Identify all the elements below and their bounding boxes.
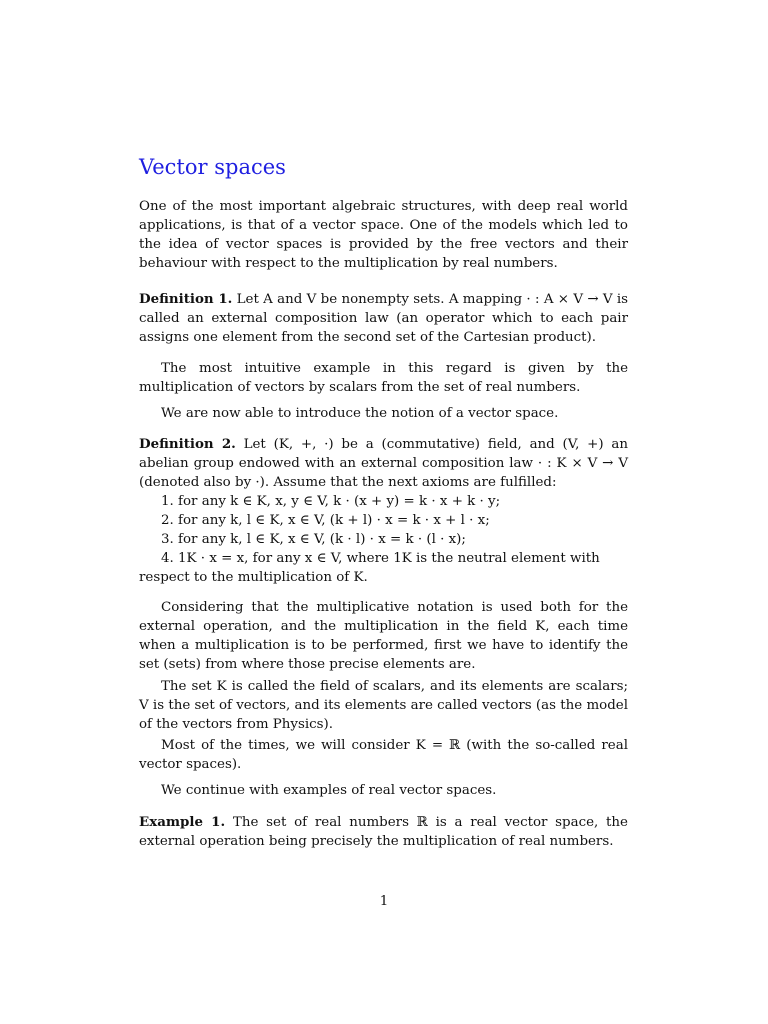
page-number: 1 — [379, 894, 389, 909]
example-1 — [139, 813, 628, 851]
axiom-item: 4. 1K · x = x, for any x ∈ V, where 1K is the neutral element with respect to the multiplication of K. — [139, 551, 600, 585]
definition-2 — [139, 435, 628, 587]
definition-2-text: Let (K, +, ·) be a (commutative) field, and (V, +) an abelian group endowed with an external composition law · : K × V → V (denoted also by ·). Assume that the next axioms are fulfilled: — [139, 437, 628, 490]
paragraph-considering: Considering that the multiplicative notation is used both for the external operation, and the multiplication in the field K, each time when a multiplication is to be performed, first we have to identify the set (sets) from where those precise elements are. — [139, 600, 628, 672]
example-1-text: The set of real numbers ℝ is a real vector space, the external operation being precisely the multiplication of real numbers. — [139, 815, 628, 849]
intro-paragraph: One of the most important algebraic structures, with deep real world applications, is that of a vector space. One of the models which led to the idea of vector spaces is provided by the free vectors and their behaviour with respect to the multiplication by real numbers. — [139, 199, 628, 271]
definition-2-label: Definition 2. — [139, 436, 236, 452]
axiom-item: 2. for any k, l ∈ K, x ∈ V, (k + l) · x = k · x + l · x; — [161, 513, 490, 528]
paragraph-set-k: The set K is called the field of scalars, and its elements are scalars; V is the set of vectors, and its elements are called vectors (as the model of the vectors from Physics). — [139, 679, 628, 732]
axiom-item: 1. for any k ∈ K, x, y ∈ V, k · (x + y) = k · x + k · y; — [161, 494, 501, 509]
paragraph-most-times: Most of the times, we will consider K = ℝ (with the so-called real vector spaces). — [139, 738, 628, 772]
section-title: Vector spaces — [139, 155, 286, 179]
axiom-item: 3. for any k, l ∈ K, x ∈ V, (k · l) · x = k · (l · x); — [161, 532, 466, 547]
paragraph-continue: We continue with examples of real vector spaces. — [161, 783, 497, 798]
definition-1 — [139, 290, 628, 347]
definition-1-label: Definition 1. — [139, 291, 233, 307]
axiom-list — [139, 492, 628, 587]
paragraph-intuitive: The most intuitive example in this regard is given by the multiplication of vectors by scalars from the set of real numbers. — [139, 361, 628, 395]
example-1-label: Example 1. — [139, 814, 226, 830]
definition-1-text: Let A and V be nonempty sets. A mapping · : A × V → V is called an external composition law (an operator which to each pair assigns one element from the second set of the Cartesian product). — [139, 292, 628, 345]
paragraph-introduce: We are now able to introduce the notion of a vector space. — [161, 406, 559, 421]
